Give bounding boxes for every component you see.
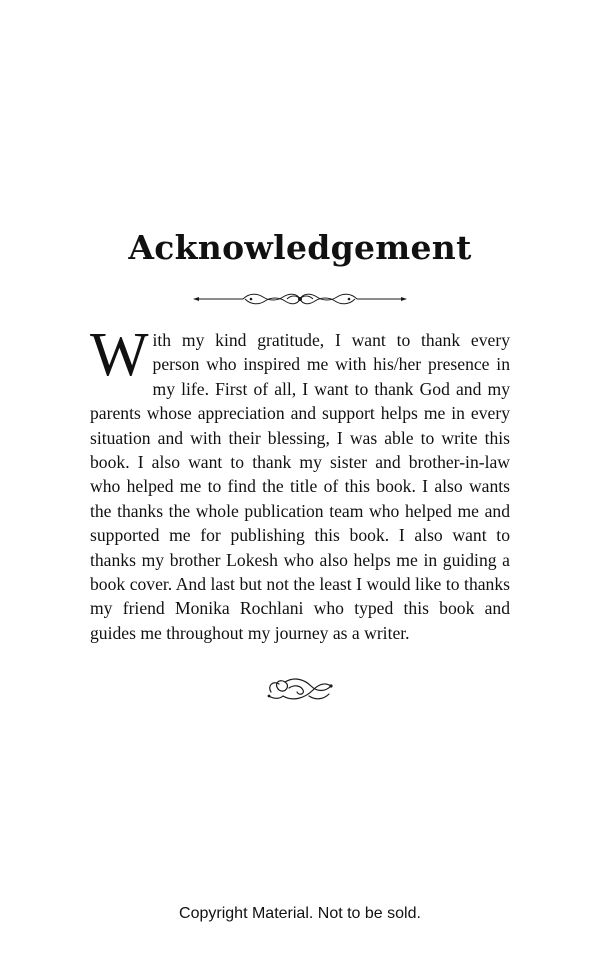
acknowledgement-body [90, 321, 510, 645]
body-paragraph: ith my kind gratitude, I want to thank every person who inspired me with his/her presence in my life. First of all, I want to thank God and my parents whose appreciation and support helps me in every situation and with their blessing, I was able to write this book. I also want to thank my sister and brother-in-law who helped me to find the title of this book. I also wants the thanks the whole publication team who helped me and supported me for publishing this book. I also want to thanks my brother Lokesh who also helps me in guiding a book cover. And last but not the least I would like to thanks my friend Monika Rochlani who typed this book and guides me throughout my journey as a writer. [90, 330, 510, 643]
flourish-icon [265, 674, 335, 706]
drop-cap: W [90, 321, 149, 389]
copyright-notice: Copyright Material. Not to be sold. [179, 905, 421, 922]
page-title: Acknowledgement [128, 228, 472, 267]
ornamental-divider-icon [193, 289, 407, 309]
